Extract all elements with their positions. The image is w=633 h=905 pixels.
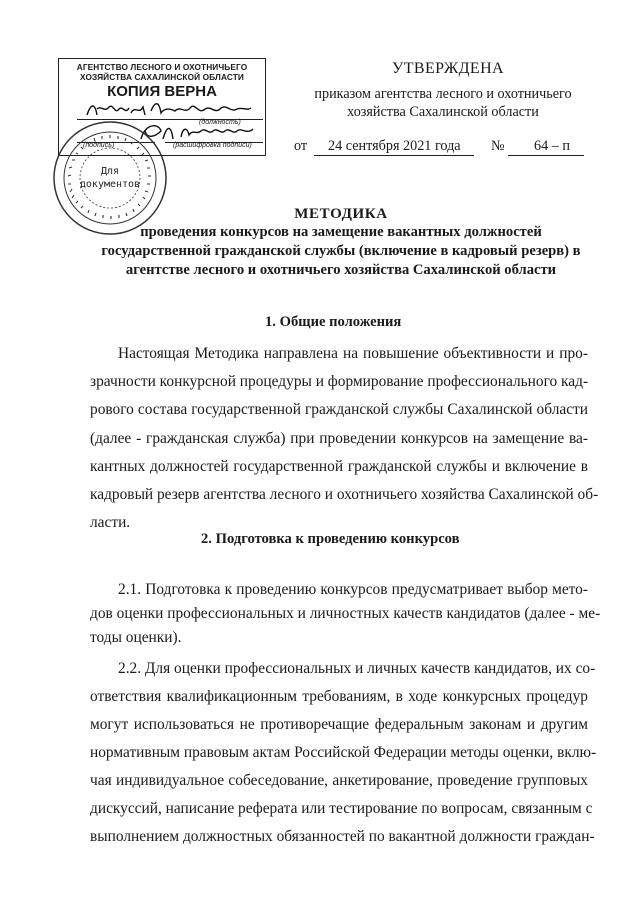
text-line: нормативным правовым актам Российской Федерации методы оценки, вклю-: [90, 744, 597, 761]
text-line: Настоящая Методика направлена на повышение объективности и про-: [118, 345, 588, 362]
from-label: от: [294, 138, 308, 154]
number-label: №: [491, 138, 505, 154]
text-line: 2.2. Для оценки профессиональных и личных качеств кандидатов, их со-: [118, 660, 596, 677]
stamp-org-line-1: АГЕНТСТВО ЛЕСНОГО И ОХОТНИЧЬЕГО: [76, 62, 248, 72]
text-line: ответствия квалификационным требованиям, в ходе конкурсных процедур: [90, 688, 588, 705]
document-title: МЕТОДИКА: [294, 206, 388, 222]
section-2-heading: 2. Подготовка к проведению конкурсов: [201, 531, 460, 547]
paragraph-2-1: [90, 580, 601, 646]
approval-title: УТВЕРЖДЕНА: [391, 60, 504, 77]
text-line: дов оценки профессиональных и личностных качеств кандидатов (далее - ме-: [90, 605, 601, 622]
text-line: кадровый резерв агентства лесного и охотничьего хозяйства Сахалинской об-: [90, 486, 599, 503]
paragraph-2-2: [90, 659, 597, 859]
stamp-title: КОПИЯ ВЕРНА: [107, 83, 217, 100]
seal-center-line-1: Для: [100, 166, 120, 177]
document-subtitle-line-1: проведения конкурсов на замещение вакантных должностей: [140, 224, 542, 240]
stamp-caption-signature: (подпись): [83, 142, 115, 149]
text-line: зрачности конкурсной процедуры и формирование профессионального кад-: [90, 373, 589, 390]
text-line: (далее - гражданская служба) при проведении конкурсов на замещение ва-: [90, 430, 588, 447]
seal-center-line-2: документов: [79, 179, 141, 190]
text-line: тоды оценки).: [90, 629, 182, 646]
section-1-paragraph: [90, 344, 599, 531]
section-1-heading: 1. Общие положения: [265, 314, 402, 330]
stamp-caption-position: (должность): [199, 119, 241, 126]
text-line: кантных должностей государственной гражданской службы и включение в: [90, 458, 588, 475]
approval-date: 24 сентября 2021 года: [328, 138, 461, 154]
text-line: могут использоваться не противоречащие федеральным законам и другим: [90, 716, 588, 733]
stamp-caption-decoding: (расшифровка подписи): [173, 142, 252, 149]
text-line: ласти.: [90, 514, 131, 531]
text-line: выполнением должностных обязанностей по вакантной должности граждан-: [90, 828, 595, 845]
stamp-org-line-2: ХОЗЯЙСТВА САХАЛИНСКОЙ ОБЛАСТИ: [80, 72, 244, 82]
text-line: рового состава государственной гражданской службы Сахалинской области: [90, 401, 588, 418]
approval-line-2: хозяйства Сахалинской области: [347, 104, 539, 120]
text-line: чая индивидуальное собеседование, анкетирование, проведение групповых: [90, 772, 588, 789]
text-line: дискуссий, написание реферата или тестирование по вопросам, связанным с: [90, 800, 593, 817]
approval-line-1: приказом агентства лесного и охотничьего: [314, 86, 572, 102]
document-subtitle-line-3: агентстве лесного и охотничьего хозяйства Сахалинской области: [125, 262, 557, 278]
text-line: 2.1. Подготовка к проведению конкурсов предусматривает выбор мето-: [118, 581, 588, 598]
document-subtitle-line-2: государственной гражданской службы (включение в кадровый резерв) в: [101, 243, 581, 259]
approval-number: 64 – п: [534, 138, 570, 154]
